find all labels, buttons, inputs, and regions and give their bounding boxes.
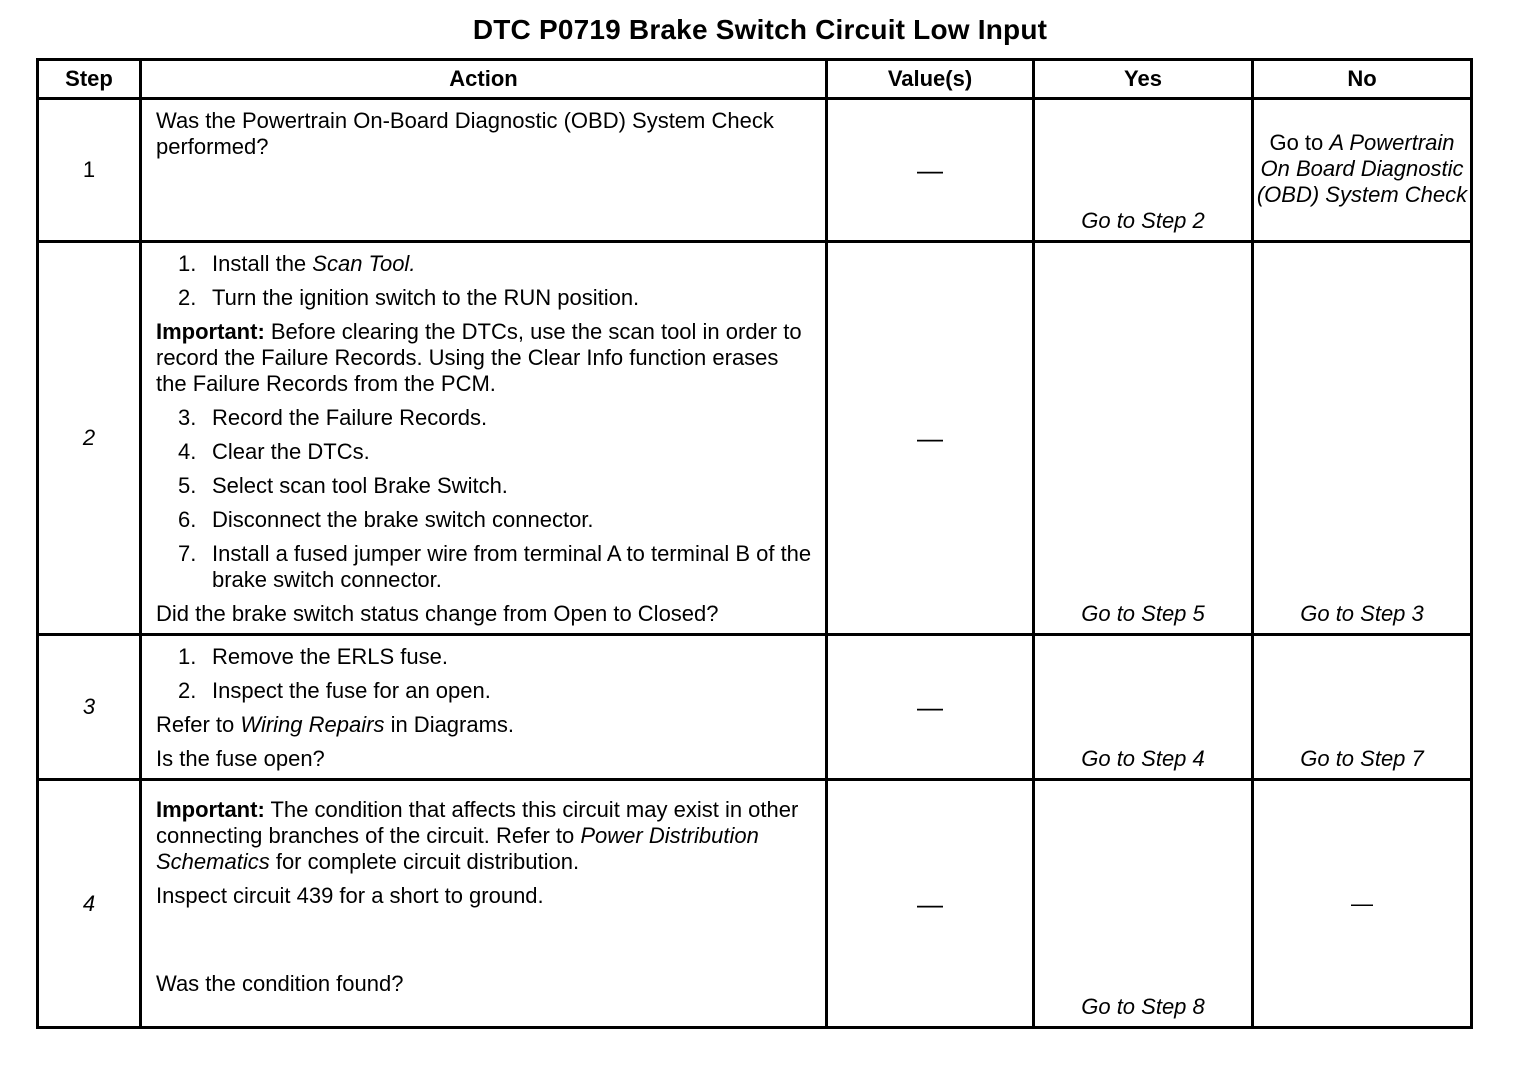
no-link[interactable]: Go to Step 3 (1253, 242, 1472, 635)
yes-link[interactable]: Go to Step 5 (1034, 242, 1253, 635)
table-row (38, 242, 1472, 635)
header-action: Action (141, 60, 827, 99)
list-item: 2. Inspect the fuse for an open. (178, 678, 491, 703)
important-note: Important: Before clearing the DTCs, use the scan tool in order to record the Failure Records. Using the Clear Info function erases the Failure Records from the PCM. (156, 319, 802, 396)
step-number: 4 (38, 780, 141, 1028)
page-title: DTC P0719 Brake Switch Circuit Low Input (472, 14, 1048, 45)
yes-link[interactable]: Go to Step 8 (1034, 780, 1253, 1028)
inspect-instruction: Inspect circuit 439 for a short to ground. (156, 883, 544, 908)
table-row (38, 780, 1472, 1028)
action-cell (141, 780, 827, 1028)
list-item: 1. Remove the ERLS fuse. (178, 644, 449, 669)
no-link[interactable]: Go to Step 7 (1253, 635, 1472, 780)
action-question: Did the brake switch status change from Open to Closed? (156, 601, 719, 626)
value-cell: — (827, 242, 1034, 635)
no-prefix: Go to (1269, 130, 1330, 155)
list-item: 5. Select scan tool Brake Switch. (178, 473, 508, 498)
table-row (38, 635, 1472, 780)
action-question: Was the condition found? (156, 971, 404, 996)
header-values: Value(s) (827, 60, 1034, 99)
list-item: 2. Turn the ignition switch to the RUN position. (178, 285, 640, 310)
step-number: 2 (38, 242, 141, 635)
yes-link[interactable]: Go to Step 2 (1034, 99, 1253, 242)
list-item: 3. Record the Failure Records. (178, 405, 488, 430)
action-cell (141, 242, 827, 635)
action-question: Was the Powertrain On-Board Diagnostic (OBD) System Check performed? (156, 108, 774, 159)
procedure-list (156, 644, 815, 704)
no-link-obd-check[interactable]: A Powertrain On Board Diagnostic (OBD) System Check (1256, 130, 1468, 207)
no-cell (1253, 99, 1472, 242)
list-item: 6. Disconnect the brake switch connector. (178, 507, 594, 532)
diagnostic-table (36, 58, 1473, 1029)
list-item: 1. Install the Scan Tool. (178, 251, 416, 276)
value-cell: — (827, 780, 1034, 1028)
header-step: Step (38, 60, 141, 99)
table-header-row (38, 60, 1472, 99)
action-cell (141, 635, 827, 780)
power-distribution-link[interactable]: Power Distribution Schematics (156, 823, 759, 874)
table-row (38, 99, 1472, 242)
no-cell: — (1253, 780, 1472, 1028)
action-cell (141, 99, 827, 242)
value-cell: — (827, 635, 1034, 780)
wiring-repairs-link[interactable]: Wiring Repairs (240, 712, 385, 737)
header-yes: Yes (1034, 60, 1253, 99)
important-note: Important: The condition that affects this circuit may exist in other connecting branches of the circuit. Refer to Power Distribution Schematics for complete circuit distribution. (156, 797, 799, 874)
step-number: 3 (38, 635, 141, 780)
list-item: 4. Clear the DTCs. (178, 439, 370, 464)
list-item: 7. Install a fused jumper wire from terminal A to terminal B of the brake switch connector. (178, 541, 812, 592)
header-no: No (1253, 60, 1472, 99)
procedure-list (156, 405, 815, 593)
value-cell: — (827, 99, 1034, 242)
step-number: 1 (38, 99, 141, 242)
action-question: Is the fuse open? (156, 746, 325, 771)
procedure-list (156, 251, 815, 311)
scan-tool-link[interactable]: Scan Tool. (312, 251, 416, 276)
refer-note: Refer to Wiring Repairs in Diagrams. (156, 712, 515, 737)
yes-link[interactable]: Go to Step 4 (1034, 635, 1253, 780)
